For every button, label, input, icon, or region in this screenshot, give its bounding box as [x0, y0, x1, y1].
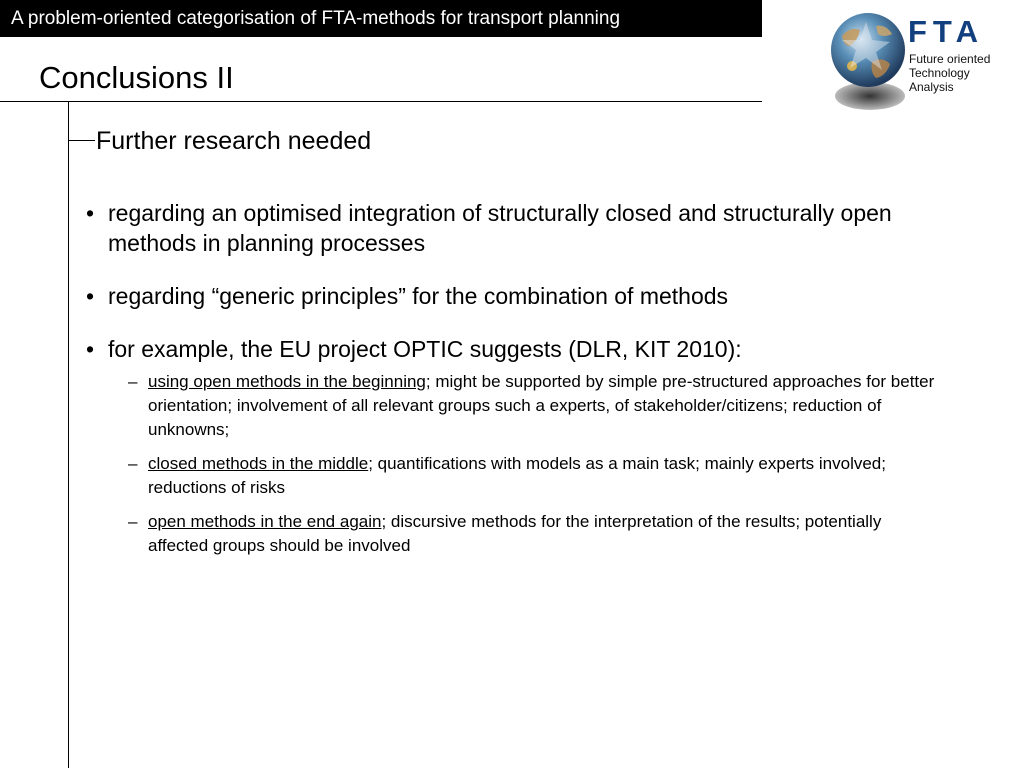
bullet-list [86, 198, 946, 568]
section-tick [68, 140, 95, 141]
logo-subtitle-line: Analysis [909, 80, 954, 94]
sub-bullet-key-phrase: closed methods in the middle [148, 454, 369, 473]
bullet-item [86, 281, 946, 311]
sub-bullet-item [128, 370, 946, 442]
bullet-marker: • [86, 283, 95, 309]
sub-bullet-key-phrase: open methods in the end again [148, 512, 382, 531]
left-vertical-rule [68, 101, 69, 768]
sub-bullet-marker: – [128, 372, 138, 391]
bullet-text: for example, the EU project OPTIC suggests (DLR, KIT 2010): [108, 336, 742, 362]
sub-bullet-marker: – [128, 512, 138, 531]
logo-subtitle [909, 52, 1019, 94]
globe-icon [828, 6, 908, 118]
sub-bullet-key-phrase: using open methods in the beginning [148, 372, 426, 391]
title-divider [0, 101, 762, 102]
fta-logo [828, 6, 1018, 118]
bullet-text: regarding an optimised integration of structurally closed and structurally open methods in planning processes [108, 200, 892, 256]
sub-bullet-item [128, 510, 946, 558]
bullet-item [86, 198, 946, 258]
bullet-marker: • [86, 336, 95, 362]
sub-bullet-text: ; quantifications with models as a main task; mainly experts involved; reductions of risks [148, 454, 886, 497]
sub-bullet-text: ; might be supported by simple pre-structured approaches for better orientation; involvement of all relevant groups such a experts, of stakeholder/citizens; reduction of unknowns; [148, 372, 935, 439]
slide-title: Conclusions II [39, 60, 234, 95]
bullet-text: regarding “generic principles” for the combination of methods [108, 283, 729, 309]
sub-bullet-marker: – [128, 454, 138, 473]
section-heading: Further research needed [96, 127, 372, 155]
logo-subtitle-line: Technology [909, 66, 970, 80]
sub-bullet-list [128, 370, 946, 558]
bullet-marker: • [86, 200, 95, 226]
logo-subtitle-line: Future oriented [909, 52, 991, 66]
presentation-title-banner: A problem-oriented categorisation of FTA-methods for transport planning [0, 0, 762, 37]
bullet-item [86, 334, 946, 364]
sub-bullet-text: ; discursive methods for the interpretation of the results; potentially affected groups should be involved [148, 512, 882, 555]
logo-wordmark: FTA [908, 14, 984, 49]
sub-bullet-item [128, 452, 946, 500]
